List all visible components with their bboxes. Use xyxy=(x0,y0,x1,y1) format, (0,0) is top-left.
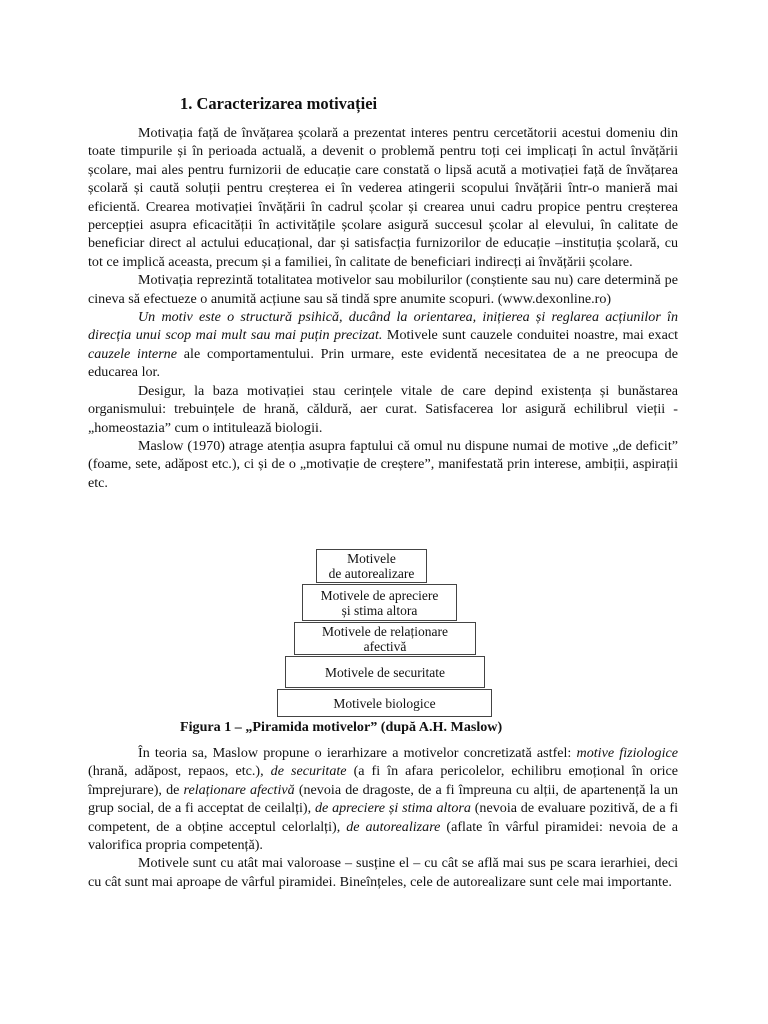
italic-text: de apreciere și stima altora xyxy=(314,800,471,817)
section-heading: 1. Caracterizarea motivației xyxy=(180,94,378,113)
figure-caption: Figura 1 – „Piramida motivelor” (după A.H. Maslow) xyxy=(180,719,503,735)
text-run: ale comportamentului. Prin urmare, este evidentă necesitatea de a ne preocupa de educarea lor. xyxy=(88,345,678,381)
italic-text: relaționare afectivă xyxy=(183,781,295,798)
body-text-bottom xyxy=(88,744,678,891)
text-run: În teoria sa, Maslow propune o ierarhizare a motivelor concretizată astfel: xyxy=(138,745,577,761)
paragraph xyxy=(88,744,678,854)
text-run: Desigur, la baza motivației stau cerințele vitale de care depind existența și bunăstarea organismului: trebuințele de hrană, căldură, aer curat. Satisfacerea lor asigură echilibrul vieții - „homeostazia” cum o intitulează biologii. xyxy=(88,382,678,436)
body-text-top xyxy=(88,124,678,492)
text-run: Motivația față de învățarea școlară a prezentat interes pentru cercetătorii acestui domeniu din toate timpurile și în perioada actuală, a devenit o problemă pentru toți cei implicați în actul învățării școlare, mai ales pentru furnizorii de educație care constată o lipsă acută a motivației față de învățarea școlară și caută soluții pentru creșterea ei în vederea atingerii scopului învățării într-o manieră mai eficientă. Crearea motivației învățării în cadrul școlar și crearea unui cadru propice pentru creșterea percepției asupra eficacității în activitățile școlare asigură succesul școlar al elevului, în calitate de beneficiar direct al actului educațional, dar și satisfacția furnizorilor de educație –instituția școlară, cu tot ce implică aceasta, precum și a familiei, în calitate de beneficiari indirecți ai învățării școlare. xyxy=(88,125,678,270)
italic-text: Un motiv este o structură psihică, ducând la orientarea, inițierea și reglarea acțiunilor în direcția unui scop mai mult sau mai puțin precizat. xyxy=(88,309,678,344)
pyramid-level-line: afectivă xyxy=(363,638,407,654)
text-run: Motivele sunt cu atât mai valoroase – susține el – cu cât se află mai sus pe scara ierarhiei, deci cu cât sunt mai aproape de vârful piramidei. Bineînțeles, cele de autorealizare sunt cele mai importante. xyxy=(88,855,678,890)
paragraph xyxy=(88,308,678,382)
text-run: (nevoia de evaluare pozitivă, de a fi competent, de a obține acceptul celorlalți), xyxy=(88,800,679,835)
paragraph xyxy=(88,124,678,271)
pyramid-level-line: Motivele xyxy=(347,551,396,566)
pyramid-level-biologice xyxy=(277,689,492,717)
text-run: (aflate în vârful piramidei: nevoia de a valorifica propria competență). xyxy=(88,818,679,854)
text-run: Motivele sunt cauzele conduitei noastre, mai exact xyxy=(382,327,679,344)
italic-text: motive fiziologice xyxy=(576,745,678,761)
paragraph xyxy=(88,382,678,437)
pyramid-level-securitate xyxy=(285,656,485,688)
text-run: (nevoia de dragoste, de a fi împreuna cu alții, de apartenență la un grup social, de a fi acceptat de ceilalți), xyxy=(88,781,679,817)
text-run: (hrană, adăpost, repaos, etc.), xyxy=(88,763,271,780)
pyramid-level-line: Motivele biologice xyxy=(333,695,436,711)
italic-text: cauzele interne xyxy=(88,345,177,362)
pyramid-level-line: de autorealizare xyxy=(328,566,415,581)
italic-text: de securitate xyxy=(270,763,347,780)
pyramid-level-line: Motivele de relaționare xyxy=(322,623,448,639)
pyramid-level-line: Motivele de apreciere xyxy=(320,587,439,603)
pyramid-level-line: și stima altora xyxy=(341,602,418,618)
pyramid-level-line: Motivele de securitate xyxy=(325,664,445,680)
text-run: Maslow (1970) atrage atenția asupra faptului că omul nu dispune numai de motive „de deficit” (foame, sete, adăpost etc.), ci și de o „motivație de creștere”, manifestată prin interese, ambiții, aspirații etc. xyxy=(88,437,678,491)
paragraph xyxy=(88,854,678,891)
pyramid-level-autorealizare xyxy=(316,549,427,583)
italic-text: de autorealizare xyxy=(346,818,441,835)
text-run: Motivația reprezintă totalitatea motivelor sau mobilurilor (conștiente sau nu) care determină pe cineva să efectueze o anumită acțiune sau să tindă spre anumite scopuri. (www.dexonline.ro) xyxy=(88,272,678,307)
pyramid-level-relationare xyxy=(294,622,476,655)
pyramid-level-apreciere xyxy=(302,584,457,621)
text-run: (a fi în afara pericolelor, echilibru emoțional în orice împrejurare), de xyxy=(88,763,678,798)
paragraph xyxy=(88,437,678,492)
paragraph xyxy=(88,271,678,308)
